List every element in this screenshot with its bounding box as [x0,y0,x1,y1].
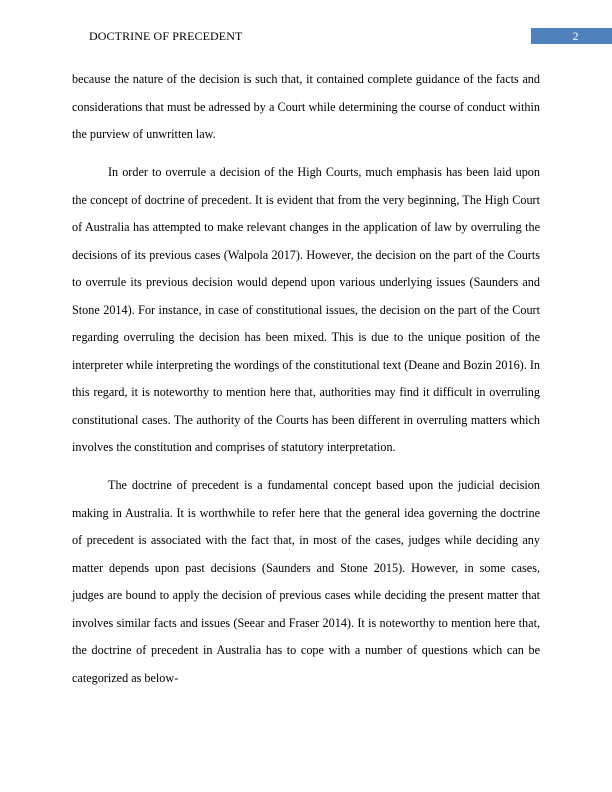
body-text [72,66,540,703]
paragraph-1: because the nature of the decision is such that, it contained complete guidance of the facts and considerations that must be adressed by a Court while determining the course of conduct within the purview of unwritten law. [72,72,540,141]
running-header-title: DOCTRINE OF PRECEDENT [89,29,243,43]
paragraph-2: In order to overrule a decision of the High Courts, much emphasis has been laid upon the concept of doctrine of precedent. It is evident that from the very beginning, The High Court of Australia has attempted to make relevant changes in the application of law by overruling the decisions of its previous cases (Walpola 2017). However, the decision on the part of the Courts to overrule its previous decision would depend upon various underlying issues (Saunders and Stone 2014). For instance, in case of constitutional issues, the decision on the part of the Court regarding overruling the decision has been mixed. This is due to the unique position of the interpreter while interpreting the wordings of the constitutional text (Deane and Bozin 2016). In this regard, it is noteworthy to mention here that, authorities may find it difficult in overruling constitutional cases. The authority of the Courts has been different in overruling matters which involves the constitution and comprises of statutory interpretation. [72,165,540,454]
page-number-badge [531,28,612,44]
page-number: 2 [572,29,579,43]
paragraph-3: The doctrine of precedent is a fundamental concept based upon the judicial decision making in Australia. It is worthwhile to refer here that the general idea governing the doctrine of precedent is associated with the fact that, in most of the cases, judges while deciding any matter depends upon past decisions (Saunders and Stone 2015). However, in some cases, judges are bound to apply the decision of previous cases while deciding the present matter that involves similar facts and issues (Seear and Fraser 2014). It is noteworthy to mention here that, the doctrine of precedent in Australia has to cope with a number of questions which can be categorized as below- [72,478,540,685]
